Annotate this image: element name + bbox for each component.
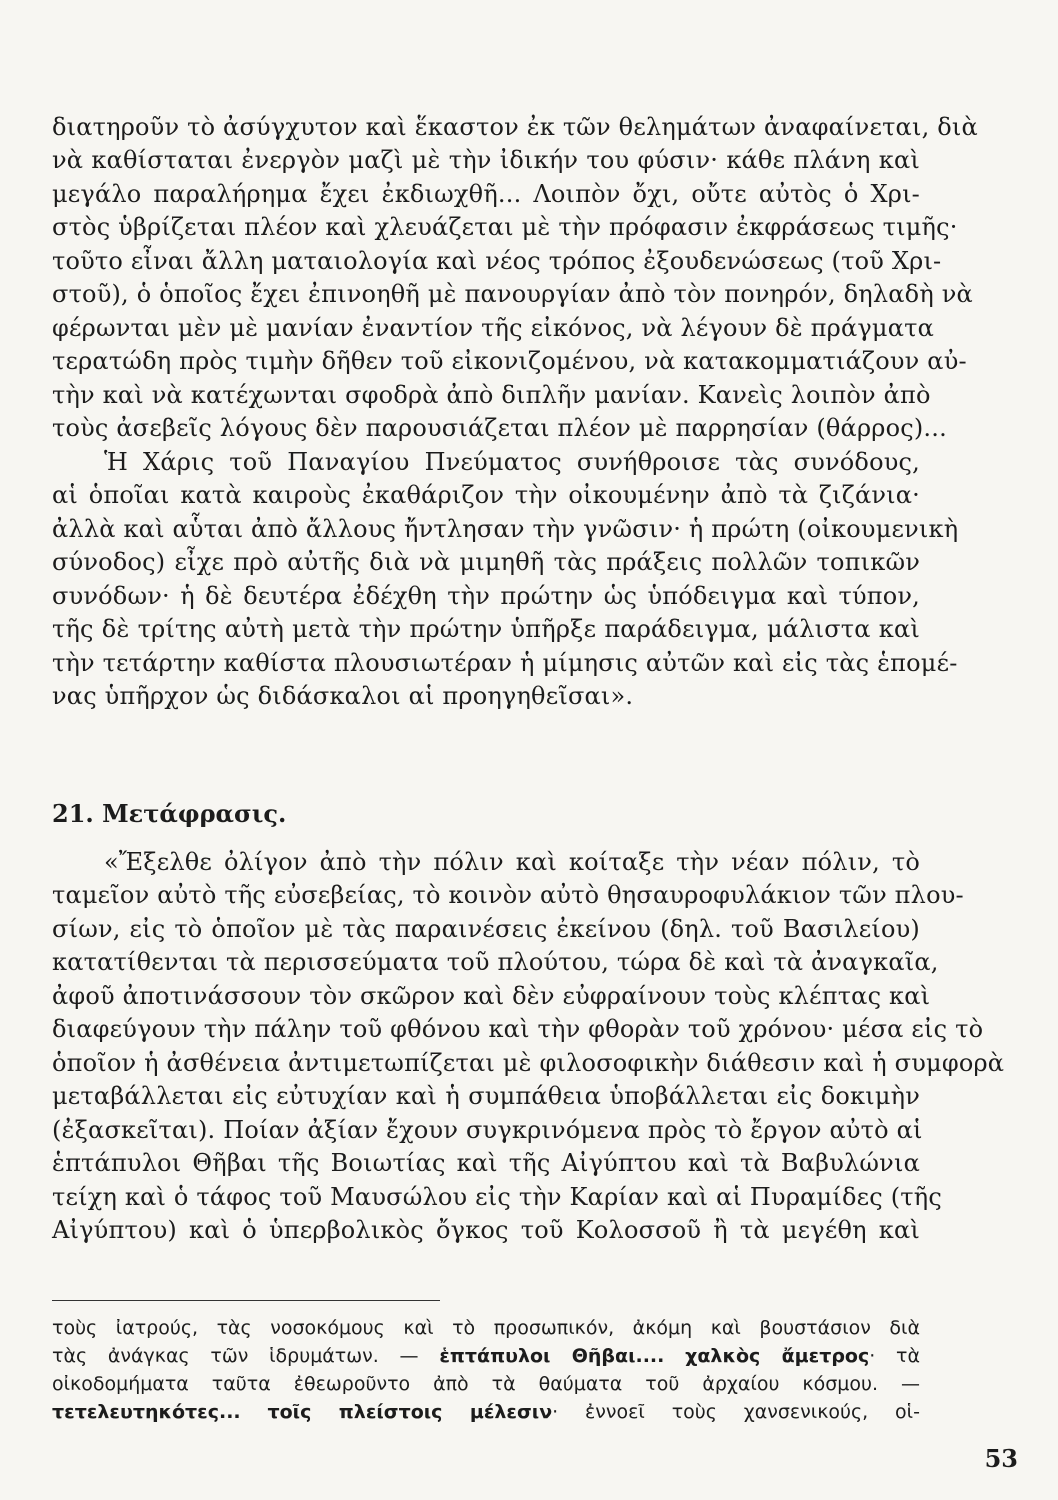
text-line: φέρωνται μὲν μὲ μανίαν ἐναντίον τῆς εἰκόνος, νὰ λέγουν δὲ πράγματα bbox=[52, 314, 934, 342]
text-line: (ἐξασκεῖται). Ποίαν ἀξίαν ἔχουν συγκρινόμενα πρὸς τὸ ἔργον αὐτὸ αἱ bbox=[52, 1116, 923, 1144]
footnote-term: τοῖς πλείστοις μέλεσιν bbox=[267, 1401, 553, 1423]
text-line: μεταβάλλεται εἰς εὐτυχίαν καὶ ἡ συμπάθεια ὑποβάλλεται εἰς δοκιμὴν bbox=[52, 1082, 920, 1110]
footnote-term: ἑπτάπυλοι Θῆβαι.... bbox=[439, 1345, 665, 1367]
text-line: τοὺς ἀσεβεῖς λόγους δὲν παρουσιάζεται πλέον μὲ παρρησίαν (θάρρος)... bbox=[52, 414, 947, 442]
footnote-text: · τὰ bbox=[869, 1345, 920, 1367]
footnote-text: οἰκοδομήματα ταῦτα ἐθεωροῦντο ἀπὸ τὰ θαύματα τοῦ ἀρχαίου κόσμου. — bbox=[52, 1373, 920, 1395]
text-line: συνόδων· ἡ δὲ δευτέρα ἐδέχθη τὴν πρώτην ὡς ὑπόδειγμα καὶ τύπον, bbox=[52, 582, 920, 610]
text-line: σίων, εἰς τὸ ὁποῖον μὲ τὰς παραινέσεις ἐκείνου (δηλ. τοῦ Βασιλείου) bbox=[52, 915, 920, 943]
text-line: Αἰγύπτου) καὶ ὁ ὑπερβολικὸς ὄγκος τοῦ Κολοσσοῦ ἢ τὰ μεγέθη καὶ bbox=[52, 1216, 920, 1244]
text-line: μεγάλο παραλήρημα ἔχει ἐκδιωχθῆ... Λοιπὸν ὄχι, οὔτε αὐτὸς ὁ Χρι- bbox=[52, 180, 920, 208]
text-line: τείχη καὶ ὁ τάφος τοῦ Μαυσώλου εἰς τὴν Καρίαν καὶ αἱ Πυραμίδες (τῆς bbox=[52, 1183, 942, 1211]
text-line: νὰ καθίσταται ἐνεργὸν μαζὶ μὲ τὴν ἰδικήν του φύσιν· κάθε πλάνη καὶ bbox=[52, 146, 920, 174]
footnote-line bbox=[52, 1342, 920, 1370]
text-line: νας ὑπῆρχον ὡς διδάσκαλοι αἱ προηγηθεῖσαι». bbox=[52, 682, 634, 710]
text-line: κατατίθενται τὰ περισσεύματα τοῦ πλούτου, τώρα δὲ καὶ τὰ ἀναγκαῖα, bbox=[52, 948, 939, 976]
text-line: τερατώδη πρὸς τιμὴν δῆθεν τοῦ εἰκονιζομένου, νὰ κατακομματιάζουν αὐ- bbox=[52, 347, 967, 375]
footnote-line bbox=[52, 1398, 920, 1426]
footnote-term: τετελευτηκότες... bbox=[52, 1401, 241, 1423]
text-line: στὸς ὑβρίζεται πλέον καὶ χλευάζεται μὲ τὴν πρόφασιν ἐκφράσεως τιμῆς· bbox=[52, 213, 958, 241]
text-line: ταμεῖον αὐτὸ τῆς εὐσεβείας, τὸ κοινὸν αὐτὸ θησαυροφυλάκιον τῶν πλου- bbox=[52, 881, 964, 909]
section-heading: 21. Μετάφρασις. bbox=[52, 799, 287, 828]
text-line: διατηροῦν τὸ ἀσύγχυτον καὶ ἕκαστον ἐκ τῶν θελημάτων ἀναφαίνεται, διὰ bbox=[52, 113, 978, 141]
text-line: ἀλλὰ καὶ αὗται ἀπὸ ἄλλους ἤντλησαν τὴν γνῶσιν· ἡ πρώτη (οἰκουμενικὴ bbox=[52, 515, 959, 543]
footnote-line bbox=[52, 1370, 920, 1398]
text-line: διαφεύγουν τὴν πάλην τοῦ φθόνου καὶ τὴν φθορὰν τοῦ χρόνου· μέσα εἰς τὸ bbox=[52, 1015, 984, 1043]
text-line: σύνοδος) εἶχε πρὸ αὐτῆς διὰ νὰ μιμηθῆ τὰς πράξεις πολλῶν τοπικῶν bbox=[52, 548, 920, 576]
text-line: τοῦτο εἶναι ἄλλη ματαιολογία καὶ νέος τρόπος ἐξουδενώσεως (τοῦ Χρι- bbox=[52, 247, 942, 275]
text-line: στοῦ), ὁ ὁποῖος ἔχει ἐπινοηθῆ μὲ πανουργίαν ἀπὸ τὸν πονηρόν, δηλαδὴ νὰ bbox=[52, 280, 973, 308]
text-line: «Ἔξελθε ὀλίγον ἀπὸ τὴν πόλιν καὶ κοίταξε τὴν νέαν πόλιν, τὸ bbox=[104, 848, 920, 876]
text-line: τῆς δὲ τρίτης αὐτὴ μετὰ τὴν πρώτην ὑπῆρξε παράδειγμα, μάλιστα καὶ bbox=[52, 615, 920, 643]
footnote-text: τοὺς ἰατρούς, τὰς νοσοκόμους καὶ τὸ προσωπικόν, ἀκόμη καὶ βουστάσιον διὰ bbox=[52, 1317, 920, 1339]
text-line: ἑπτάπυλοι Θῆβαι τῆς Βοιωτίας καὶ τῆς Αἰγύπτου καὶ τὰ Βαβυλώνια bbox=[52, 1149, 920, 1177]
footnote-rule bbox=[52, 1300, 440, 1301]
text-line: τὴν καὶ νὰ κατέχωνται σφοδρὰ ἀπὸ διπλῆν μανίαν. Κανεὶς λοιπὸν ἀπὸ bbox=[52, 381, 931, 409]
footnote-text: · ἐννοεῖ τοὺς χανσενικούς, οἱ- bbox=[552, 1401, 920, 1423]
footnote-line bbox=[52, 1314, 920, 1342]
text-line: ἀφοῦ ἀποτινάσσουν τὸν σκῶρον καὶ δὲν εὐφραίνουν τοὺς κλέπτας καὶ bbox=[52, 982, 931, 1010]
footnote-term: χαλκὸς ἄμετρος bbox=[685, 1345, 870, 1367]
text-line: τὴν τετάρτην καθίστα πλουσιωτέραν ἡ μίμησις αὐτῶν καὶ εἰς τὰς ἑπομέ- bbox=[52, 649, 958, 677]
footnote-text: τὰς ἀνάγκας τῶν ἱδρυμάτων. — bbox=[52, 1345, 419, 1367]
text-line: ὁποῖον ἡ ἀσθένεια ἀντιμετωπίζεται μὲ φιλοσοφικὴν διάθεσιν καὶ ἡ συμφορὰ bbox=[52, 1049, 1005, 1077]
text-line: αἱ ὁποῖαι κατὰ καιροὺς ἐκαθάριζον τὴν οἰκουμένην ἀπὸ τὰ ζιζάνια· bbox=[52, 481, 920, 509]
page-number: 53 bbox=[984, 1444, 1018, 1473]
text-line: Ἡ Χάρις τοῦ Παναγίου Πνεύματος συνήθροισε τὰς συνόδους, bbox=[104, 448, 920, 476]
